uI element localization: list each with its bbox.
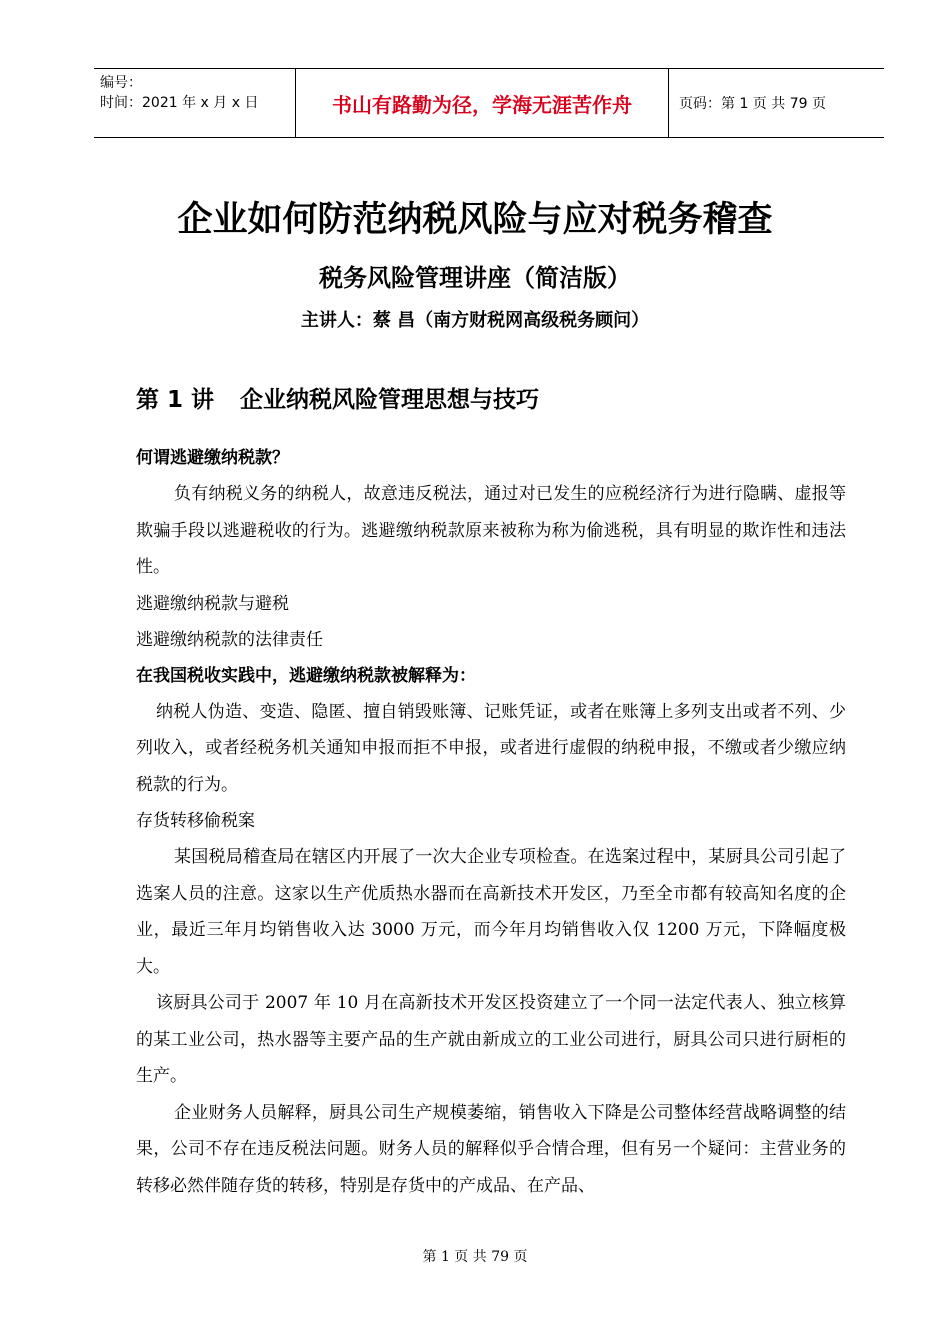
document-body bbox=[136, 380, 846, 1204]
page-header bbox=[94, 68, 884, 138]
section-heading: 在我国税收实践中，逃避缴纳税款被解释为： bbox=[136, 665, 476, 686]
paragraph: 纳税人伪造、变造、隐匿、擅自销毁账簿、记账凭证，或者在账簿上多列支出或者不列、少列收入，或者经税务机关通知申报而拒不申报，或者进行虚假的纳税申报，不缴或者少缴应纳税款的行为。 bbox=[136, 701, 846, 795]
header-page-number: 页码：第 1 页 共 79 页 bbox=[679, 96, 826, 112]
list-item: 逃避缴纳税款的法律责任 bbox=[136, 629, 323, 650]
lecture-title: 企业纳税风险管理思想与技巧 bbox=[240, 387, 540, 413]
question-heading: 何谓逃避缴纳税款？ bbox=[136, 448, 289, 468]
lecture-heading bbox=[136, 380, 846, 420]
paragraph: 负有纳税义务的纳税人，故意违反税法，通过对已发生的应税经济行为进行隐瞒、虚报等欺骗手段以逃避税收的行为。逃避缴纳税款原来被称为称为偷逃税，具有明显的欺诈性和违法性。 bbox=[136, 484, 846, 577]
paragraph: 某国税局稽查局在辖区内开展了一次大企业专项检查。在选案过程中，某厨具公司引起了选案人员的注意。这家以生产优质热水器而在高新技术开发区，乃至全市都有较高知名度的企业，最近三年月均销售收入达 3000 万元，而今年月均销售收入仅 1200 万元，下降幅度极大。 bbox=[136, 847, 846, 977]
paragraph: 该厨具公司于 2007 年 10 月在高新技术开发区投资建立了一个同一法定代表人、独立核算的某工业公司，热水器等主要产品的生产就由新成立的工业公司进行，厨具公司只进行厨柜的生产。 bbox=[136, 993, 846, 1086]
document-date: 时间：2021 年 x 月 x 日 bbox=[100, 95, 259, 111]
case-heading: 存货转移偷税案 bbox=[136, 811, 255, 831]
lecture-number: 第 1 讲 bbox=[136, 387, 215, 413]
header-motto-cell bbox=[295, 69, 669, 137]
header-motto: 书山有路勤为径，学海无涯苦作舟 bbox=[332, 92, 632, 117]
document-subtitle: 税务风险管理讲座（简洁版） bbox=[319, 264, 631, 292]
header-meta bbox=[94, 69, 295, 137]
list-item: 逃避缴纳税款与避税 bbox=[136, 593, 289, 614]
paragraph: 企业财务人员解释，厨具公司生产规模萎缩，销售收入下降是公司整体经营战略调整的结果，公司不存在违反税法问题。财务人员的解释似乎合情合理，但有另一个疑问：主营业务的转移必然伴随存货的转移，特别是存货中的产成品、在产品、 bbox=[136, 1102, 846, 1196]
header-page-cell bbox=[669, 69, 884, 137]
speaker-line: 主讲人：蔡 昌（南方财税网高级税务顾问） bbox=[300, 310, 650, 331]
page-footer: 第 1 页 共 79 页 bbox=[422, 1249, 528, 1265]
document-title: 企业如何防范纳税风险与应对税务稽查 bbox=[177, 200, 773, 240]
document-number: 编号： bbox=[100, 75, 142, 91]
